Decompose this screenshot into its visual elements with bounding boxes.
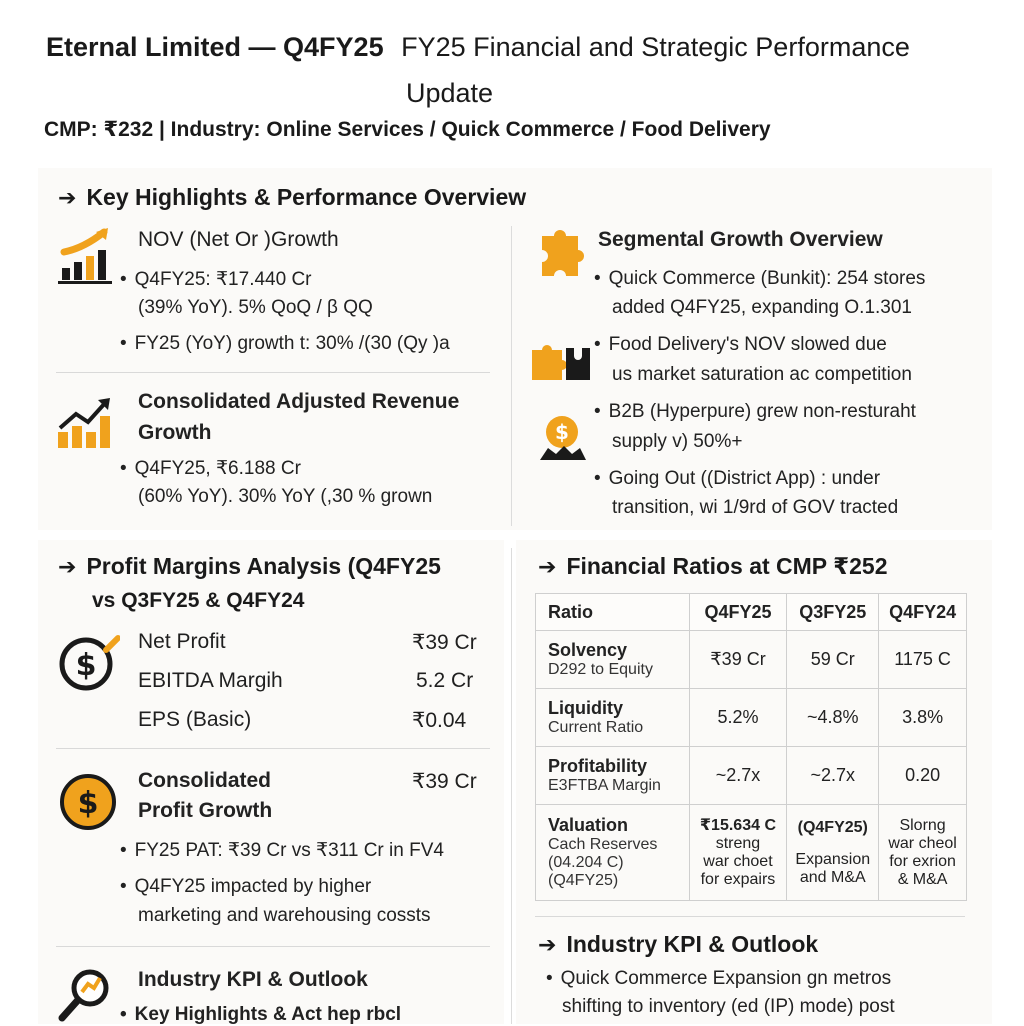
divider: [535, 916, 965, 917]
valuation-value: ₹15.634 C: [699, 816, 776, 834]
industry-kpi-left-bullet1: • Key Highlights & Act hep rbcl: [120, 1004, 401, 1026]
table-row: [536, 631, 967, 689]
consolidated-title-line1: Consolidated: [138, 769, 272, 792]
valuation-note: and M&A: [799, 868, 866, 886]
table-header-row: [536, 594, 967, 631]
row-category: [536, 631, 690, 689]
money-bag-icon: [536, 410, 588, 462]
coin-icon: [58, 772, 118, 832]
valuation-note: Slorng: [899, 816, 946, 834]
category-sub: D292 to Equity: [548, 661, 653, 678]
valuation-value: (Q4FY25): [797, 818, 868, 836]
row-category: [536, 689, 690, 747]
nov-bullet2: • FY25 (YoY) growth t: 30% /(30 (Qy )a: [120, 333, 450, 355]
consolidated-bullet2-line2: marketing and warehousing cossts: [138, 905, 431, 926]
category-sub: Current Ratio: [548, 719, 644, 736]
title-line2: Update: [406, 78, 494, 108]
table-row: [536, 689, 967, 747]
valuation-note: streng: [715, 834, 761, 852]
revenue-title-line2: Growth: [138, 421, 212, 444]
svg-text:$: $: [75, 648, 97, 683]
segmental-b3-line2: supply v) 50%+: [612, 431, 743, 452]
cell-q3fy25: 59 Cr: [787, 631, 879, 689]
arrow-right-icon: ➔: [58, 554, 77, 579]
arrow-right-icon: ➔: [538, 932, 557, 957]
divider: [56, 748, 490, 749]
segmental-b2-line1: • Food Delivery's NOV slowed due: [594, 334, 887, 356]
column-header-q4fy24: Q4FY24: [879, 594, 967, 631]
divider: [56, 946, 490, 947]
title-rest: FY25 Financial and Strategic Performance: [401, 32, 910, 62]
puzzle-pieces-icon: [530, 340, 592, 384]
column-header-q4fy25: Q4FY25: [689, 594, 787, 631]
revenue-title-line1: Consolidated Adjusted Revenue: [138, 390, 460, 413]
segmental-b1-line1: • Quick Commerce (Bunkit): 254 stores: [594, 268, 925, 290]
table-row: [536, 805, 967, 901]
valuation-note: for exrion: [889, 852, 956, 870]
category-name: Solvency: [548, 640, 628, 660]
column-header-ratio: Ratio: [536, 594, 690, 631]
margin-value-ebitda: 5.2 Cr: [416, 669, 474, 692]
arrow-right-icon: ➔: [58, 185, 77, 210]
margin-label-net-profit: Net Profit: [138, 630, 226, 653]
consolidated-bullet1: • FY25 PAT: ₹39 Cr vs ₹311 Cr in FV4: [120, 839, 444, 862]
valuation-note: war cheol: [888, 834, 957, 852]
cell-q3fy25: ~2.7x: [787, 747, 879, 805]
puzzle-icon: [538, 230, 584, 282]
financial-ratios-heading-text: Financial Ratios at CMP ₹252: [566, 553, 888, 579]
segmental-title: Segmental Growth Overview: [598, 228, 883, 251]
profit-margins-heading-line1: Profit Margins Analysis (Q4FY25: [86, 553, 441, 579]
magnifier-icon: [58, 966, 114, 1022]
cell-q4fy25: ₹39 Cr: [689, 631, 787, 689]
cell-q3fy25: [787, 805, 879, 901]
segmental-b1-line2: added Q4FY25, expanding O.1.301: [612, 297, 913, 318]
segmental-b2-line2: us market saturation ac competition: [612, 364, 912, 385]
consolidated-title-line2: Profit Growth: [138, 799, 273, 822]
valuation-note: & M&A: [897, 870, 948, 888]
title-bold: Eternal Limited — Q4FY25: [46, 32, 384, 62]
cell-q4fy25: [689, 805, 787, 901]
segmental-b3-line1: • B2B (Hyperpure) grew non-resturaht: [594, 401, 916, 423]
industry-outlook-heading: [538, 931, 818, 958]
nov-bullet1-line2: (39% YoY). 5% QoQ / β QQ: [138, 297, 373, 318]
profit-margins-heading: [58, 553, 441, 580]
valuation-note: war choet: [703, 852, 773, 870]
segmental-b4-line2: transition, wi 1/9rd of GOV tracted: [612, 497, 899, 518]
key-highlights-heading: [58, 184, 526, 211]
page-title: [46, 32, 910, 63]
industry-kpi-left-title: Industry KPI & Outlook: [138, 968, 368, 991]
cell-q4fy25: 5.2%: [689, 689, 787, 747]
nov-bullet1-line1: • Q4FY25: ₹17.440 Cr: [120, 268, 312, 291]
category-name: Profitability: [548, 756, 648, 776]
revenue-bullet1-line1: • Q4FY25, ₹6.188 Cr: [120, 457, 301, 480]
arrow-right-icon: ➔: [538, 554, 557, 579]
financial-ratios-heading: [538, 553, 888, 580]
subtitle: CMP: ₹232 | Industry: Online Services / Quick Commerce / Food Delivery: [44, 118, 771, 141]
cell-q4fy24: 0.20: [879, 747, 967, 805]
valuation-note: for expairs: [700, 870, 776, 888]
vertical-divider: [511, 226, 512, 526]
cell-q4fy25: ~2.7x: [689, 747, 787, 805]
cell-q4fy24: [879, 805, 967, 901]
industry-outlook-heading-text: Industry KPI & Outlook: [566, 931, 819, 957]
margin-label-eps: EPS (Basic): [138, 708, 252, 731]
industry-outlook-bullet-line2: shifting to inventory (ed (IP) mode) post: [562, 996, 895, 1017]
category-sub: E3FTBA Margin: [548, 777, 661, 794]
growth-chart-icon: [56, 396, 112, 452]
category-sub: Cach Reserves: [548, 836, 658, 853]
valuation-note: Expansion: [795, 850, 871, 868]
table-row: [536, 747, 967, 805]
bar-chart-icon: [58, 228, 112, 286]
ratios-table: [535, 593, 967, 901]
category-sub: (Q4FY25): [548, 872, 619, 889]
cell-q3fy25: ~4.8%: [787, 689, 879, 747]
margin-value-eps: ₹0.04: [412, 709, 467, 732]
key-highlights-heading-text: Key Highlights & Performance Overview: [86, 184, 527, 210]
divider: [56, 372, 490, 373]
vertical-divider: [511, 548, 512, 1024]
margin-label-ebitda: EBITDA Margih: [138, 669, 283, 692]
consolidated-bullet2-line1: • Q4FY25 impacted by higher: [120, 876, 371, 898]
segmental-b4-line1: • Going Out ((District App) : under: [594, 468, 880, 490]
cell-q4fy24: 3.8%: [879, 689, 967, 747]
svg-text:$: $: [555, 420, 569, 444]
dollar-icon: [58, 634, 120, 692]
revenue-bullet1-line2: (60% YoY). 30% YoY (,30 % grown: [138, 486, 433, 507]
consolidated-value: ₹39 Cr: [412, 770, 477, 793]
row-category: [536, 805, 690, 901]
profit-margins-heading-line2: vs Q3FY25 & Q4FY24: [92, 589, 305, 612]
nov-title: NOV (Net Or )Growth: [138, 228, 339, 251]
category-sub: (04.204 C): [548, 854, 624, 871]
category-name: Valuation: [548, 815, 629, 835]
svg-text:$: $: [77, 786, 99, 821]
row-category: [536, 747, 690, 805]
category-name: Liquidity: [548, 698, 623, 718]
margin-value-net-profit: ₹39 Cr: [412, 631, 477, 654]
cell-q4fy24: 1175 C: [879, 631, 967, 689]
industry-outlook-bullet-line1: • Quick Commerce Expansion gn metros: [546, 968, 891, 990]
column-header-q3fy25: Q3FY25: [787, 594, 879, 631]
